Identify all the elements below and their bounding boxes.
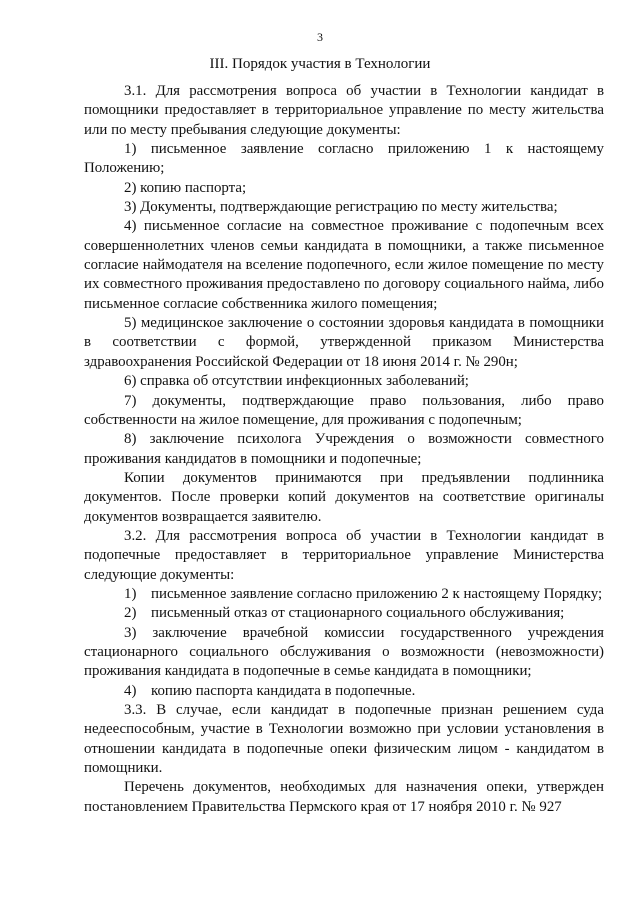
paragraph [84,585,604,604]
paragraph [84,778,604,817]
paragraph [84,469,604,527]
paragraph-text: 4) письменное согласие на совместное проживание с подопечным всех совершеннолетних членов семьи кандидата в помощники, а также письменное согласие наймодателя на вселение подопечного, если жилое помещение по месту их совместного проживания предоставлено по договору социального найма, либо письменное согласие собственника жилого помещения; [84,218,604,312]
paragraph-text: 8) заключение психолога Учреждения о возможности совместного проживания кандидатов в помощники и подопечные; [84,431,604,467]
list-item-number: 4) [124,682,137,699]
list-item-number: 1) [124,585,137,602]
paragraph-text: 3) Документы, подтверждающие регистрацию по месту жительства; [124,199,558,216]
paragraph-text: 2) копию паспорта; [124,179,247,196]
paragraph [84,179,604,198]
paragraph-text: 1) письменное заявление согласно приложению 1 к настоящему Положению; [84,141,604,177]
section-title: III. Порядок участия в Технологии [209,56,431,72]
paragraph-text: 3.2. Для рассмотрения вопроса об участии в Технологии кандидат в подопечные предоставляет в территориальное управление Министерства следующие документы: [84,527,604,583]
paragraph-text: копию паспорта кандидата в подопечные. [151,682,416,699]
paragraph-text: 7) документы, подтверждающие право пользования, либо право собственности на жилое помещение, для проживания с подопечным; [84,392,604,428]
paragraph [84,217,604,314]
paragraph-text: 5) медицинское заключение о состоянии здоровья кандидата в помощники в соответствии с формой, утвержденной приказом Министерства здравоохранения Российской Федерации от 18 июня 2014 г. № 290н; [84,315,604,370]
paragraph [84,701,604,778]
paragraph [84,314,604,372]
paragraph [84,372,604,391]
paragraph [84,392,604,431]
paragraph [84,140,604,179]
paragraph-text: 6) справка об отсутствии инфекционных заболеваний; [124,373,469,390]
document-body [84,82,604,817]
paragraph [84,604,604,623]
paragraph-text: письменное заявление согласно приложению 2 к настоящему Порядку; [151,585,603,602]
paragraph [84,682,604,701]
list-item-number: 2) [124,605,137,622]
paragraph [84,430,604,469]
paragraph-text: Перечень документов, необходимых для назначения опеки, утвержден постановлением Правительства Пермского края от 17 ноября 2010 г. № 927 [84,779,604,815]
paragraph [84,82,604,140]
paragraph-text: 3) заключение врачебной комиссии государственного учреждения стационарного социального обслуживания о возможности (невозможности) проживания кандидата в подопечные в семье кандидата в помощники; [84,624,604,680]
paragraph-text: Копии документов принимаются при предъявлении подлинника документов. После проверки копий документов на соответствие оригиналы документов возвращается заявителю. [84,469,604,525]
paragraph-text: 3.1. Для рассмотрения вопроса об участии в Технологии кандидат в помощники предоставляет в территориальное управление по месту жительства или по месту пребывания следующие документы: [84,83,604,138]
paragraph [84,624,604,682]
paragraph-text: письменный отказ от стационарного социального обслуживания; [151,605,565,622]
page-number: 3 [317,30,323,44]
paragraph-text: 3.3. В случае, если кандидат в подопечные признан решением суда недееспособным, участие в Технологии возможно при условии установления в отношении кандидата в подопечные опеки физическим лицом - кандидатом в помощники. [84,702,604,777]
paragraph [84,527,604,585]
paragraph [84,198,604,217]
